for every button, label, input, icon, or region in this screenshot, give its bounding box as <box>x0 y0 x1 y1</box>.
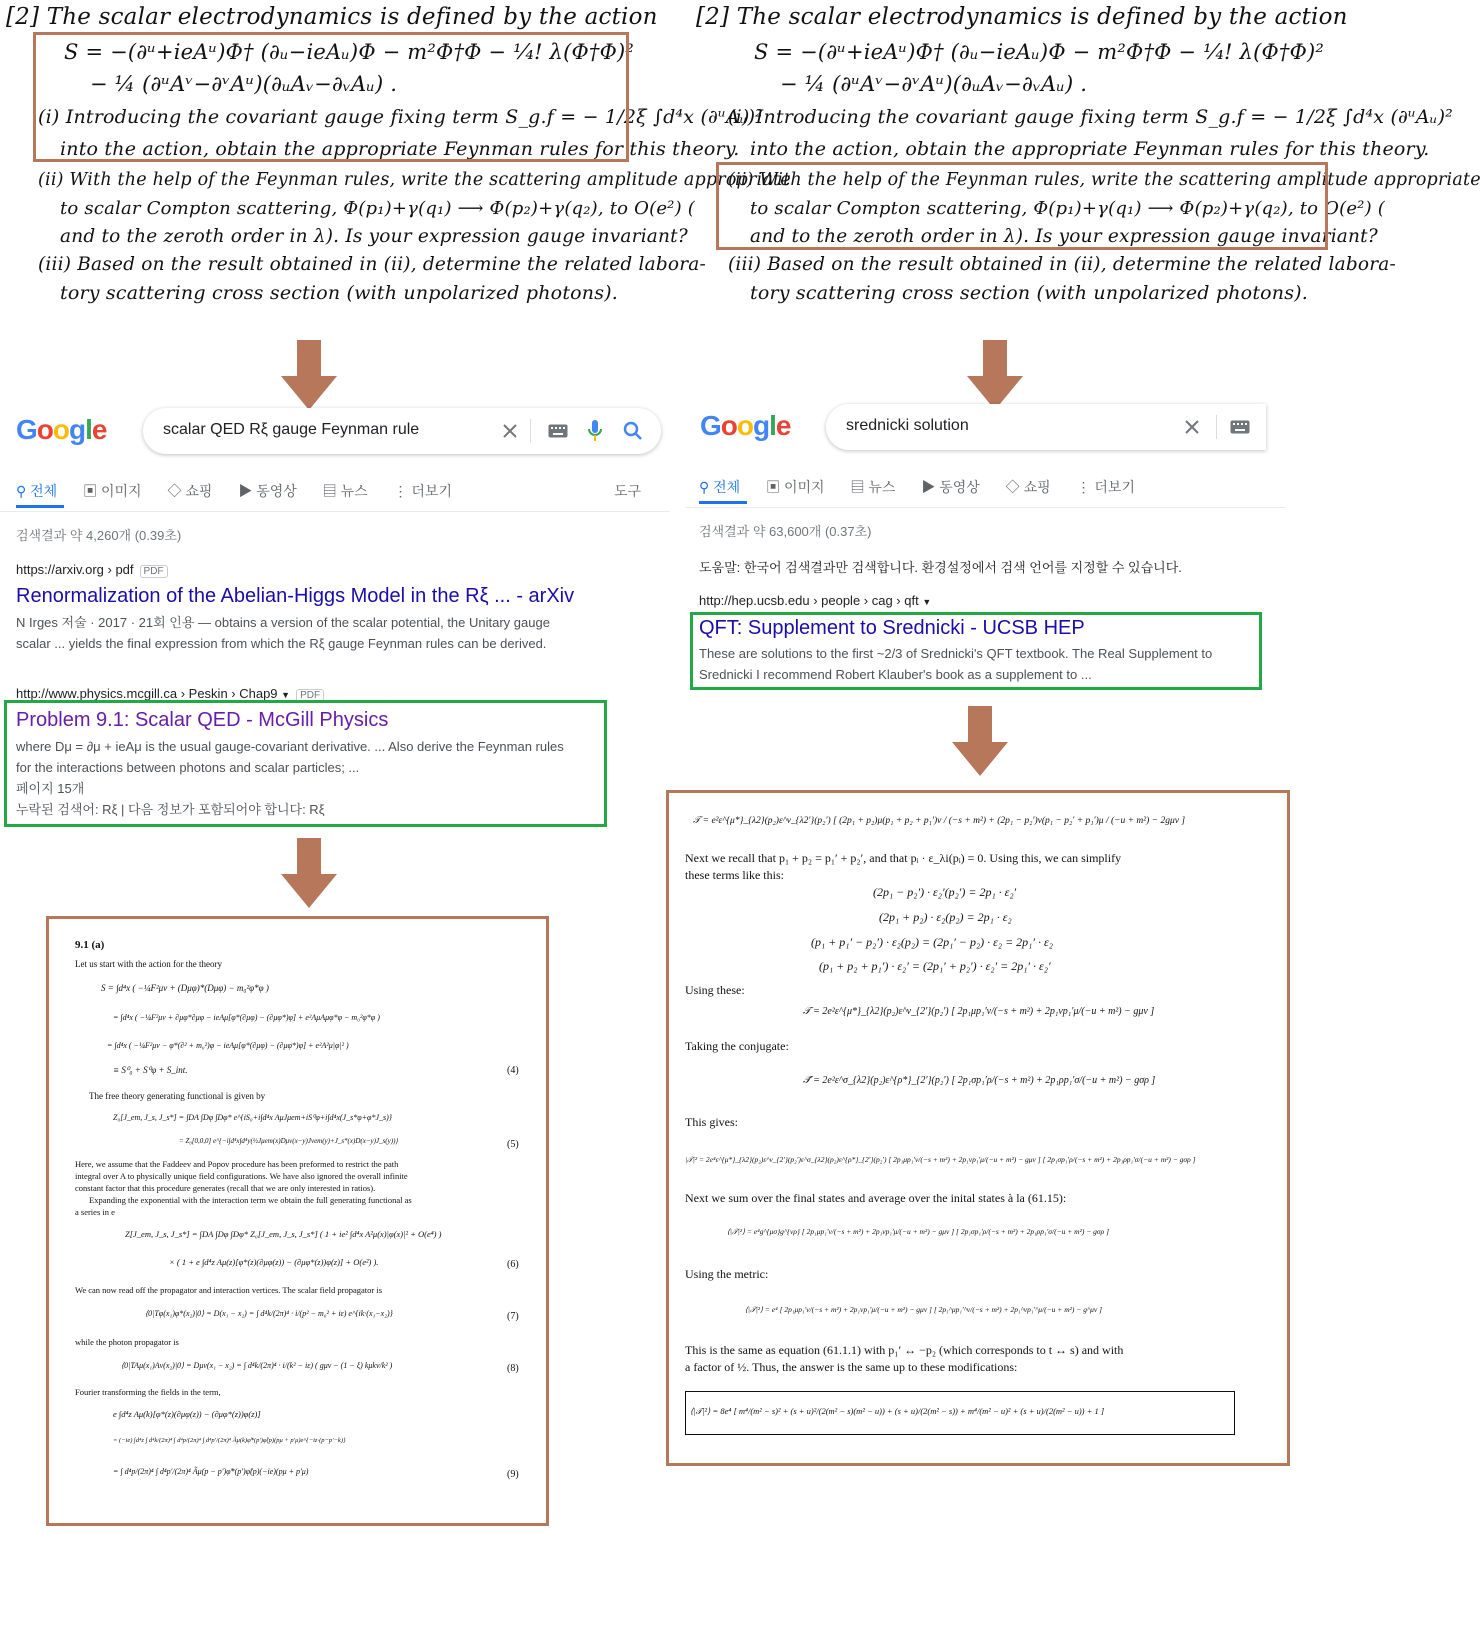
result-snippet: where Dμ = ∂μ + ieAμ is the usual gauge-covariant derivative. ... Also derive the Feynman rules <box>16 739 564 754</box>
search-icon[interactable] <box>623 421 643 441</box>
problem-line-2: S = −(∂ᵘ+ieAᵘ)Φ† (∂ᵤ−ieAᵤ)Φ − m²Φ†Φ − ¹⁄₄! λ(Φ†Φ)² <box>754 40 1325 64</box>
problem-line-9: (iii) Based on the result obtained in (ii), determine the related labora- <box>38 254 706 275</box>
search-tabs <box>699 477 1157 497</box>
paragraph: a series in e <box>75 1207 115 1217</box>
equation: (2p₁ + p₂) · ε₂(p₂) = 2p₁ · ε₂ <box>879 910 1012 924</box>
play-icon: ▶ <box>921 479 936 495</box>
boxed-result <box>685 1391 1235 1435</box>
tab-news[interactable]: ▤ 뉴스 <box>850 479 896 495</box>
equation: ⟨0|TAμ(x₁)Aν(x₂)|0⟩ = Dμν(x₁ − x₂) = ∫ d⁴k/(2π)⁴ · i/(k² − iε) ( gμν − (1 − ξ) kμkν/k² ) <box>121 1361 393 1370</box>
news-icon: ▤ <box>322 483 337 499</box>
equation: 𝒯 = 2e²ε^{μ*}_{λ2}(p₂)ε^ν_{2′}(p₂′) [ 2p₁μp₁′ν/(−s + m²) + 2p₁νp₁′μ/(−u + m²) − gμν ] <box>803 1006 1155 1017</box>
down-arrow-icon <box>281 838 337 908</box>
down-arrow-icon <box>967 340 1023 410</box>
paragraph: We can now read off the propagator and interaction vertices. The scalar field propagator is <box>75 1285 383 1295</box>
language-help[interactable]: 도움말: 한국어 검색결과만 검색합니다. 환경설정에서 검색 언어를 지정할 수 있습니다. <box>699 560 1182 575</box>
tab-underline <box>16 505 64 508</box>
divider <box>530 419 531 443</box>
result-title[interactable]: QFT: Supplement to Srednicki - UCSB HEP <box>699 617 1085 639</box>
search-icon: ⚲ <box>16 483 27 499</box>
result-missing-terms: 누락된 검색어: Rξ | 다음 정보가 포함되어야 합니다: Rξ <box>16 802 325 817</box>
equation-number: (8) <box>507 1363 519 1374</box>
search-box[interactable] <box>143 408 661 454</box>
image-icon: ▣ <box>766 479 781 495</box>
equation: (2p₁ − p₂′) · ε₂′(p₂′) = 2p₁ · ε₂′ <box>873 885 1017 899</box>
down-arrow-icon <box>952 706 1008 776</box>
search-icon: ⚲ <box>699 479 710 495</box>
equation: = ∫d⁴x ( −¼F²μν − φ*(∂² + m₀²)φ − ieAμ[φ*(∂μφ) − (∂μφ*)φ] + e²A²μ|φ|² ) <box>107 1041 349 1050</box>
equation: = (−ie) ∫d⁴z ∫ d⁴k/(2π)⁴ ∫ d⁴p/(2π)⁴ ∫ d⁴p′/(2π)⁴ Ãμ(k)φ̃*(p′)φ̃(p)(pμ + p′μ)e^{−iz·(p−p′−k)} <box>113 1437 346 1444</box>
tab-shopping[interactable]: ◇ 쇼핑 <box>167 483 213 499</box>
paragraph: Let us start with the action for the theory <box>75 959 222 969</box>
problem-line-7: to scalar Compton scattering, Φ(p₁)+γ(q₁) ⟶ Φ(p₂)+γ(q₂), to O(e²) ( <box>60 198 695 219</box>
tab-more[interactable]: ⋮ 더보기 <box>393 483 452 499</box>
paragraph: The free theory generating functional is given by <box>89 1091 266 1101</box>
equation-number: (9) <box>507 1469 519 1480</box>
highlight-result <box>690 612 1262 690</box>
tab-underline <box>699 501 747 504</box>
problem-line-9: (iii) Based on the result obtained in (ii), determine the related labora- <box>728 254 1396 275</box>
problem-line-1: [2] The scalar electrodynamics is defined by the action <box>696 4 1348 30</box>
pdf-badge: PDF <box>296 689 324 702</box>
equation: (p₁ + p₂ + p₁′) · ε₂′ = (2p₁′ + p₂′) · ε₂′ = 2p₁′ · ε₂′ <box>819 959 1051 973</box>
equation-number: (6) <box>507 1259 519 1270</box>
equation: ⟨0|Tφ(x₁)φ*(x₂)|0⟩ = D(x₁ − x₂) = ∫ d⁴k/(2π)⁴ · i/(p² − m₀² + iε) e^{ik·(x₁−x₂)} <box>145 1309 393 1318</box>
result-title[interactable]: Renormalization of the Abelian-Higgs Model in the Rξ ... - arXiv <box>16 585 575 607</box>
tabs-divider <box>686 507 1286 508</box>
result-snippet: scalar ... yields the final expression from which the Rξ gauge Feynman rules can be derived. <box>16 636 547 651</box>
result-url[interactable]: http://hep.ucsb.edu › people › cag › qft ▼ <box>699 593 932 608</box>
tag-icon: ◇ <box>167 483 182 499</box>
problem-line-10: tory scattering cross section (with unpolarized photons). <box>60 282 619 304</box>
paragraph: Using the metric: <box>685 1267 769 1281</box>
highlight-part-ii <box>716 162 1328 250</box>
problem-line-4: (i) Introducing the covariant gauge fixing term S_g.f = − 1/2ξ ∫d⁴x (∂ᵘAᵤ)² <box>728 106 1453 128</box>
search-input[interactable]: scalar QED Rξ gauge Feynman rule <box>163 421 420 438</box>
problem-line-7: to scalar Compton scattering, Φ(p₁)+γ(q₁) ⟶ Φ(p₂)+γ(q₂), to O(e²) ( <box>750 198 1385 219</box>
problem-line-6: (ii) With the help of the Feynman rules, write the scattering amplitude appropriate <box>38 170 791 190</box>
tools-button[interactable]: 도구 <box>614 483 642 499</box>
equation: ⟨|𝒯|²⟩ = e⁴ [ 2p₁μp₁′ν/(−s + m²) + 2p₁νp₁′μ/(−u + m²) − gμν ] [ 2p₁^μp₁′^ν/(−s + m²) + 2p₁^νp₁′^μ/(−u + m²) − g^μν ] <box>745 1305 1102 1314</box>
chevron-down-icon[interactable]: ▼ <box>922 597 932 607</box>
problem-line-3: − ¼ (∂ᵘAᵛ−∂ᵛAᵘ)(∂ᵤAᵥ−∂ᵥAᵤ) . <box>780 72 1088 96</box>
paragraph: This is the same as equation (61.1.1) with p₁′ ↔ −p₂ (which corresponds to t ↔ s) and with <box>685 1343 1124 1357</box>
paragraph: Here, we assume that the Faddeev and Popov procedure has been preformed to restrict the path <box>75 1159 399 1169</box>
google-logo[interactable]: Google <box>700 410 791 441</box>
result-snippet: These are solutions to the first ~2/3 of Srednicki's QFT textbook. The Real Supplement to <box>699 646 1213 661</box>
paragraph: a factor of ½. Thus, the answer is the same up to these modifications: <box>685 1360 1018 1374</box>
problem-line-8: and to the zeroth order in λ). Is your expression gauge invariant? <box>60 226 688 247</box>
result-url[interactable]: http://www.physics.mcgill.ca › Peskin › Chap9 ▼ PDF <box>16 686 324 701</box>
paragraph: Expanding the exponential with the interaction term we obtain the full generating functional as <box>89 1195 412 1205</box>
problem-line-3: − ¼ (∂ᵘAᵛ−∂ᵛAᵘ)(∂ᵤAᵥ−∂ᵥAᵤ) . <box>90 72 398 96</box>
tab-all[interactable]: ⚲ 전체 <box>699 479 741 495</box>
tab-images[interactable]: ▣ 이미지 <box>766 479 825 495</box>
search-input[interactable]: srednicki solution <box>846 417 969 434</box>
pdf-badge: PDF <box>140 565 168 578</box>
tab-shopping[interactable]: ◇ 쇼핑 <box>1005 479 1051 495</box>
equation: = Z₀[0,0,0] e^{−i∫d⁴x∫d⁴y(½Jμem(x)Dμν(x−y)Jνem(y)+J_s*(x)D(x−y)J_s(y))} <box>179 1137 399 1145</box>
chevron-down-icon[interactable]: ▼ <box>281 690 291 700</box>
paragraph: This gives: <box>685 1115 738 1129</box>
equation: 𝒯 = e²ε^{μ*}_{λ2}(p₂)ε^ν_{λ2′}(p₂′) [ (2p₁ + p₂)μ(p₁ + p₂ + p₁′)ν / (−s + m²) + (2p₁ − p₂′)ν(p₁ − p₂′ + p₁′)μ / (−u + m²) − 2gμν ] <box>693 816 1186 826</box>
solution-document-right <box>666 790 1290 1466</box>
equation: 𝒯̄ = 2e²ε^σ_{λ2}(p₂)ε^{ρ*}_{2′}(p₂′) [ 2p₁σp₁′ρ/(−s + m²) + 2p₁ρp₁′σ/(−u + m²) − gσρ ] <box>803 1075 1156 1086</box>
close-icon[interactable] <box>1184 419 1200 435</box>
problem-line-4: (i) Introducing the covariant gauge fixing term S_g.f = − 1/2ξ ∫d⁴x (∂ᵘAᵤ)² <box>38 106 763 128</box>
equation: ⟨|𝒯|²⟩ = e⁴g^{μσ}g^{νρ} [ 2p₁μp₁′ν/(−s + m²) + 2p₁νp₁′μ/(−u + m²) − gμν ] [ 2p₁σp₁′ρ/(−s + m²) + 2p₁ρp₁′σ/(−u + m²) − gσρ ] <box>727 1227 1110 1236</box>
highlight-result <box>4 700 607 827</box>
equation: ⟨|𝒯|²⟩ = 8e⁴ [ m⁴/(m² − s)² + (s + u)²/(2(m² − s)(m² − u)) + (s + u)/(2(m² − s)) + m⁴/(m² − u)² + (s + u)/(2(m² − u)) + 1 ] <box>690 1406 1105 1416</box>
equation: S = ∫d⁴x ( −¼F²μν + (Dμφ)*(Dμφ) − m₀²φ*φ ) <box>101 983 269 993</box>
paragraph: Using these: <box>685 983 745 997</box>
equation: |𝒯|² = 2e⁴ε^{μ*}_{λ2}(p₂)ε^ν_{2′}(p₂′)ε^σ_{λ2}(p₂)ε^{ρ*}_{2′}(p₂′) [ 2p₁μp₁′ν/(−s + m²) + 2p₁νp₁′μ/(−u + m²) − gμν ] [ 2p₁σp₁′ρ/(−s + m²) + 2p₁ρp₁′σ/(−u + m²) − gσρ ] <box>685 1155 1196 1164</box>
equation: (p₁ + p₁′ − p₂′) · ε₂(p₂) = (2p₁′ − p₂) · ε₂ = 2p₁′ · ε₂ <box>811 935 1053 949</box>
section-heading: 9.1 (a) <box>75 939 105 951</box>
result-pages: 페이지 15개 <box>16 781 85 796</box>
search-tabs <box>16 481 474 501</box>
paragraph: Taking the conjugate: <box>685 1039 789 1053</box>
result-meta: N Irges 저술 · 2017 · 21회 인용 — obtains a version of the scalar potential, the Unitary gauge <box>16 615 550 630</box>
paragraph: Next we recall that p₁ + p₂ = p₁′ + p₂′, and that pᵢ · ε_λi(pᵢ) = 0. Using this, we can simplify <box>685 851 1122 865</box>
tabs-divider <box>0 511 670 512</box>
tab-videos[interactable]: ▶ 동영상 <box>238 483 297 499</box>
tab-more[interactable]: ⋮ 더보기 <box>1076 479 1135 495</box>
paragraph: these terms like this: <box>685 868 784 882</box>
paragraph: constant factor that this procedure generates (recall that we are only interested in ratios). <box>75 1183 376 1193</box>
google-logo[interactable]: Google <box>16 414 107 445</box>
equation: ≡ S⁰₀ + S⁰φ + S_int. <box>113 1065 188 1075</box>
close-icon[interactable] <box>502 423 518 439</box>
result-snippet: Srednicki I recommend Robert Klauber's book as a supplement to ... <box>699 667 1092 682</box>
tab-news[interactable]: ▤ 뉴스 <box>322 483 368 499</box>
equation-number: (5) <box>507 1139 519 1150</box>
problem-line-1: [2] The scalar electrodynamics is defined by the action <box>6 4 658 30</box>
equation: = ∫ d⁴p/(2π)⁴ ∫ d⁴p′/(2π)⁴ Ãμ(p − p′)φ̃*(p′)φ̃(p)(−ie)(pμ + p′μ) <box>113 1467 309 1476</box>
equation-number: (4) <box>507 1065 519 1076</box>
paragraph: Next we sum over the final states and average over the inital states à la (61.15): <box>685 1191 1067 1205</box>
keyboard-icon[interactable] <box>548 424 568 438</box>
result-snippet: for the interactions between photons and scalar particles; ... <box>16 760 360 775</box>
result-title[interactable]: Problem 9.1: Scalar QED - McGill Physics <box>16 709 389 731</box>
equation: = ∫d⁴x ( −¼F²μν + ∂μφ*∂μφ − ieAμ[φ*(∂μφ) − (∂μφ*)φ] + e²AμAμφ*φ − m₀²φ*φ ) <box>113 1013 380 1022</box>
result-stats: 검색결과 약 63,600개 (0.37초) <box>699 524 872 539</box>
solution-document-left <box>46 916 549 1526</box>
problem-line-6: (ii) With the help of the Feynman rules, write the scattering amplitude appropriate <box>728 170 1481 190</box>
problem-line-5: into the action, obtain the appropriate Feynman rules for this theory. <box>60 138 740 160</box>
problem-right <box>690 0 1481 310</box>
equation: × ( 1 + e ∫d⁴z Aμ(z)[φ*(z)(∂μφ(z)) − (∂μφ*(z))φ(z)] + O(e²) ). <box>169 1257 379 1267</box>
keyboard-icon[interactable] <box>1230 420 1250 434</box>
news-icon: ▤ <box>850 479 865 495</box>
result-stats: 검색결과 약 4,260개 (0.39초) <box>16 528 182 543</box>
tab-videos[interactable]: ▶ 동영상 <box>921 479 980 495</box>
down-arrow-icon <box>281 340 337 410</box>
search-box[interactable] <box>826 404 1266 450</box>
result-url[interactable]: https://arxiv.org › pdf PDF <box>16 562 168 577</box>
paragraph: Fourier transforming the fields in the term, <box>75 1387 221 1397</box>
problem-line-10: tory scattering cross section (with unpolarized photons). <box>750 282 1309 304</box>
tab-all[interactable]: ⚲ 전체 <box>16 483 58 499</box>
play-icon: ▶ <box>238 483 253 499</box>
highlight-part-i <box>33 32 629 162</box>
divider <box>1216 415 1217 439</box>
problem-line-8: and to the zeroth order in λ). Is your expression gauge invariant? <box>750 226 1378 247</box>
tab-images[interactable]: ▣ 이미지 <box>83 483 142 499</box>
microphone-icon[interactable] <box>588 420 602 442</box>
paragraph: integral over A to physically unique field configurations. We have also ignored the overall infinite <box>75 1171 408 1181</box>
equation: Z[J_em, J_s, J_s*] = ∫DA ∫Dφ ∫Dφ* Z₀[J_em, J_s, J_s*] ( 1 + ie² ∫d⁴x A²μ(x)|φ(x)|² + O(e⁴) ) <box>125 1229 442 1239</box>
problem-line-5: into the action, obtain the appropriate Feynman rules for this theory. <box>750 138 1430 160</box>
equation-number: (7) <box>507 1311 519 1322</box>
problem-line-2: S = −(∂ᵘ+ieAᵘ)Φ† (∂ᵤ−ieAᵤ)Φ − m²Φ†Φ − ¹⁄₄! λ(Φ†Φ)² <box>64 40 635 64</box>
paragraph: while the photon propagator is <box>75 1337 179 1347</box>
tag-icon: ◇ <box>1005 479 1020 495</box>
image-icon: ▣ <box>83 483 98 499</box>
equation: e ∫d⁴z Aμ(k)[φ*(z)(∂μφ(z)) − (∂μφ*(z))φ(z)] <box>113 1409 261 1419</box>
equation: Z₀[J_em, J_s, J_s*] = ∫DA ∫Dφ ∫Dφ* e^{iS₀+i∫d⁴x AμJμem+iS⁰φ+i∫d⁴x(J_s*φ+φ*J_s)} <box>113 1113 392 1122</box>
